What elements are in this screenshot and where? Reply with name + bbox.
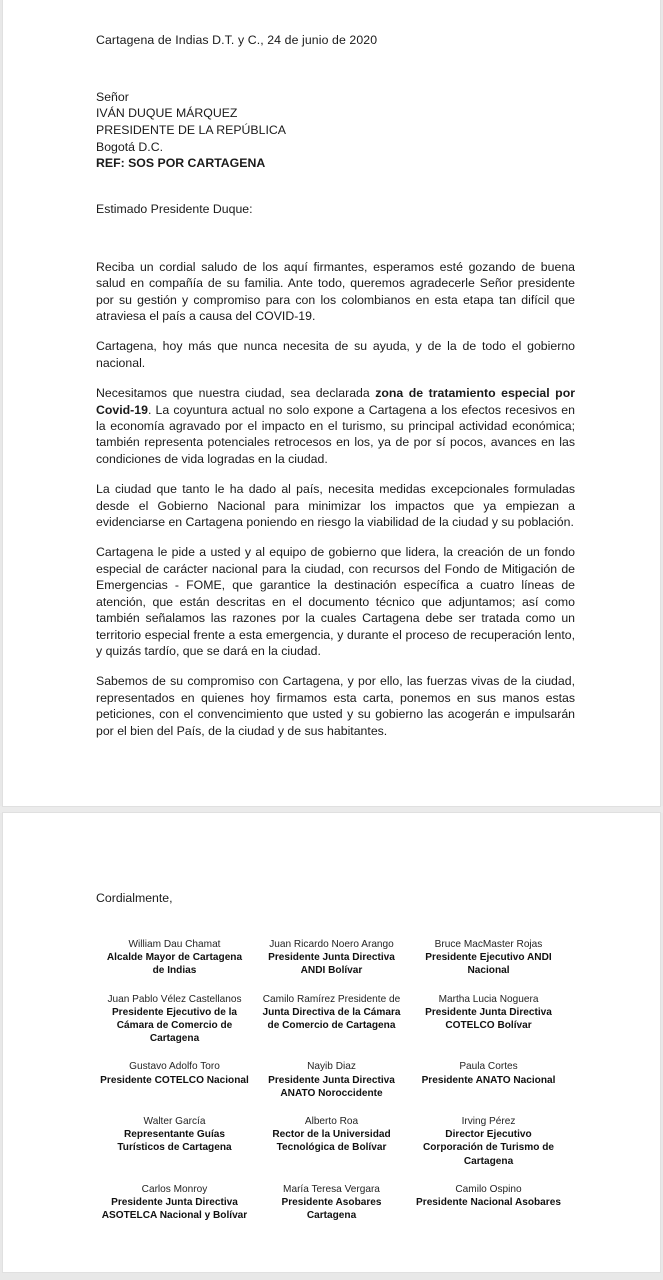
signatory-row: [96, 1060, 567, 1100]
signatory: [253, 1060, 410, 1100]
body-paragraph-1: Reciba un cordial saludo de los aquí firmantes, esperamos esté gozando de buena salud en compañía de su familia. Ante todo, queremos agradecerle Señor presidente por su gestión y compromiso para con los colombianos en esta etapa tan difícil que atraviesa el país a causa del COVID-19.: [96, 259, 575, 324]
body-paragraph-5: Cartagena le pide a usted y al equipo de gobierno que lidera, la creación de un fondo especial de carácter nacional para la ciudad, con recursos del Fondo de Mitigación de Emergencias - FOME, que garantice la destinación específica a cuatro líneas de atención, que están descritas en el documento técnico que adjuntamos; así como también señalamos las razones por la cuales Cartagena debe ser tratada como un territorio especial frente a esta emergencia, y durante el proceso de recuperación lento, y quizás tardío, que se dará en la ciudad.: [96, 545, 575, 658]
paragraph-3-rest: . La coyuntura actual no solo expone a Cartagena a los efectos recesivos en la economía agravado por el impacto en el turismo, su principal actividad económica; también representa potenciales retrocesos en los, ya de por sí pocos, avances en las condiciones de vida logradas en la ciudad.: [96, 402, 575, 466]
signatory-title: Presidente ANATO Nacional: [421, 1074, 556, 1086]
signatory-title: Presidente Nacional Asobares: [416, 1197, 561, 1209]
signatory-row: [96, 938, 567, 978]
body-paragraph-6: Sabemos de su compromiso con Cartagena, y por ello, las fuerzas vivas de la ciudad, representados en quienes hoy firmamos esta carta, ponemos en sus manos estas peticiones, con el convencimiento que usted y su gobierno las acogerán e impulsarán por el bien del País, de la ciudad y de sus habitantes.: [96, 674, 575, 738]
signatory-name: Walter García: [143, 1116, 206, 1128]
signatory: [410, 1183, 567, 1223]
signatory-title: Alcalde Mayor de Cartagena de Indias: [106, 952, 243, 977]
page-separator: [0, 806, 663, 813]
signatory-name: William Dau Chamat: [128, 939, 221, 950]
signatory-name: Camilo Ramírez Presidente de: [262, 993, 401, 1005]
signatory-name: Nayib Diaz: [307, 1061, 356, 1073]
addressee-block: [96, 89, 575, 172]
signatory-title: Junta Directiva de la Cámara de Comercio de Cartagena: [262, 1006, 401, 1032]
signatory: [96, 938, 253, 978]
document-page-1: [3, 0, 660, 806]
closing-line: Cordialmente,: [96, 891, 173, 905]
signatory: [410, 1115, 567, 1168]
signatory: [253, 1183, 410, 1223]
signatories-block: [96, 938, 575, 1222]
paragraph-3-emphasis: zona de tratamiento especial por Covid-19: [96, 386, 575, 417]
signatory: [253, 938, 410, 978]
signatory-row: [96, 993, 567, 1046]
salutation: Estimado Presidente Duque:: [96, 201, 253, 216]
paragraph-3-lead: Necesitamos que nuestra ciudad, sea declarada: [96, 386, 376, 401]
signatory-title: Presidente Junta Directiva ANDI Bolívar: [268, 952, 395, 977]
signatory-name: Juan Ricardo Noero Arango: [269, 939, 394, 950]
signatory-name: Martha Lucia Noguera: [438, 993, 539, 1005]
signatory-title: Presidente Junta Directiva COTELCO Bolívar: [425, 1006, 552, 1032]
signatory: [253, 993, 410, 1046]
letter-reference: REF: SOS POR CARTAGENA: [96, 156, 266, 171]
body-paragraph-4: La ciudad que tanto le ha dado al país, necesita medidas excepcionales formuladas desde el Gobierno Nacional para minimizar los impactos que ya empiezan a evidenciarse en Cartagena poniendo en riesgo la viabilidad de la ciudad y su población.: [96, 482, 575, 530]
signatory-name: Carlos Monroy: [141, 1183, 208, 1195]
signatory-name: Juan Pablo Vélez Castellanos: [107, 993, 242, 1005]
signatory-row: [96, 1183, 567, 1223]
signatory: [96, 1183, 253, 1223]
signatory-title: Presidente Ejecutivo ANDI Nacional: [425, 952, 552, 977]
signatory-name: Bruce MacMaster Rojas: [434, 939, 543, 950]
signatory: [253, 1115, 410, 1168]
addressee-honorific: Señor: [96, 89, 129, 104]
signatory-title: Presidente Junta Directiva ASOTELCA Nacional y Bolívar: [101, 1197, 248, 1222]
addressee-name: IVÁN DUQUE MÁRQUEZ: [96, 106, 238, 121]
signatory-title: Representante Guías Turísticos de Cartagena: [117, 1129, 232, 1154]
letter-body: [96, 259, 575, 739]
signatory: [96, 1060, 253, 1100]
signatory-name: Irving Pérez: [461, 1116, 516, 1128]
document-page-2: [3, 813, 660, 1272]
signatory: [96, 993, 253, 1046]
signatory-title: Presidente Asobares Cartagena: [281, 1197, 382, 1222]
signatory-name: Gustavo Adolfo Toro: [129, 1061, 220, 1073]
signatory: [96, 1115, 253, 1168]
addressee-role: PRESIDENTE DE LA REPÚBLICA: [96, 123, 286, 138]
signatory-title: Director Ejecutivo Corporación de Turismo de Cartagena: [422, 1129, 555, 1167]
signatory-name: Paula Cortes: [459, 1061, 518, 1073]
signatory-name: Camilo Ospino: [455, 1183, 522, 1195]
signatory-title: Presidente Ejecutivo de la Cámara de Comercio de Cartagena: [111, 1006, 238, 1045]
signatory-title: Presidente COTELCO Nacional: [100, 1074, 249, 1086]
signatory-name: Alberto Roa: [304, 1116, 359, 1128]
signatory-row: [96, 1115, 567, 1168]
addressee-city: Bogotá D.C.: [96, 139, 163, 154]
body-paragraph-2: Cartagena, hoy más que nunca necesita de su ayuda, y de la de todo el gobierno nacional.: [96, 339, 575, 370]
signatory: [410, 938, 567, 978]
signatory-name: María Teresa Vergara: [283, 1183, 380, 1195]
body-paragraph-3: [96, 385, 575, 467]
signatory: [410, 1060, 567, 1100]
date-line: Cartagena de Indias D.T. y C., 24 de junio de 2020: [96, 33, 378, 47]
signatory-title: Rector de la Universidad Tecnológica de Bolívar: [272, 1129, 391, 1154]
signatory-title: Presidente Junta Directiva ANATO Noroccidente: [268, 1074, 395, 1099]
signatory: [410, 993, 567, 1046]
